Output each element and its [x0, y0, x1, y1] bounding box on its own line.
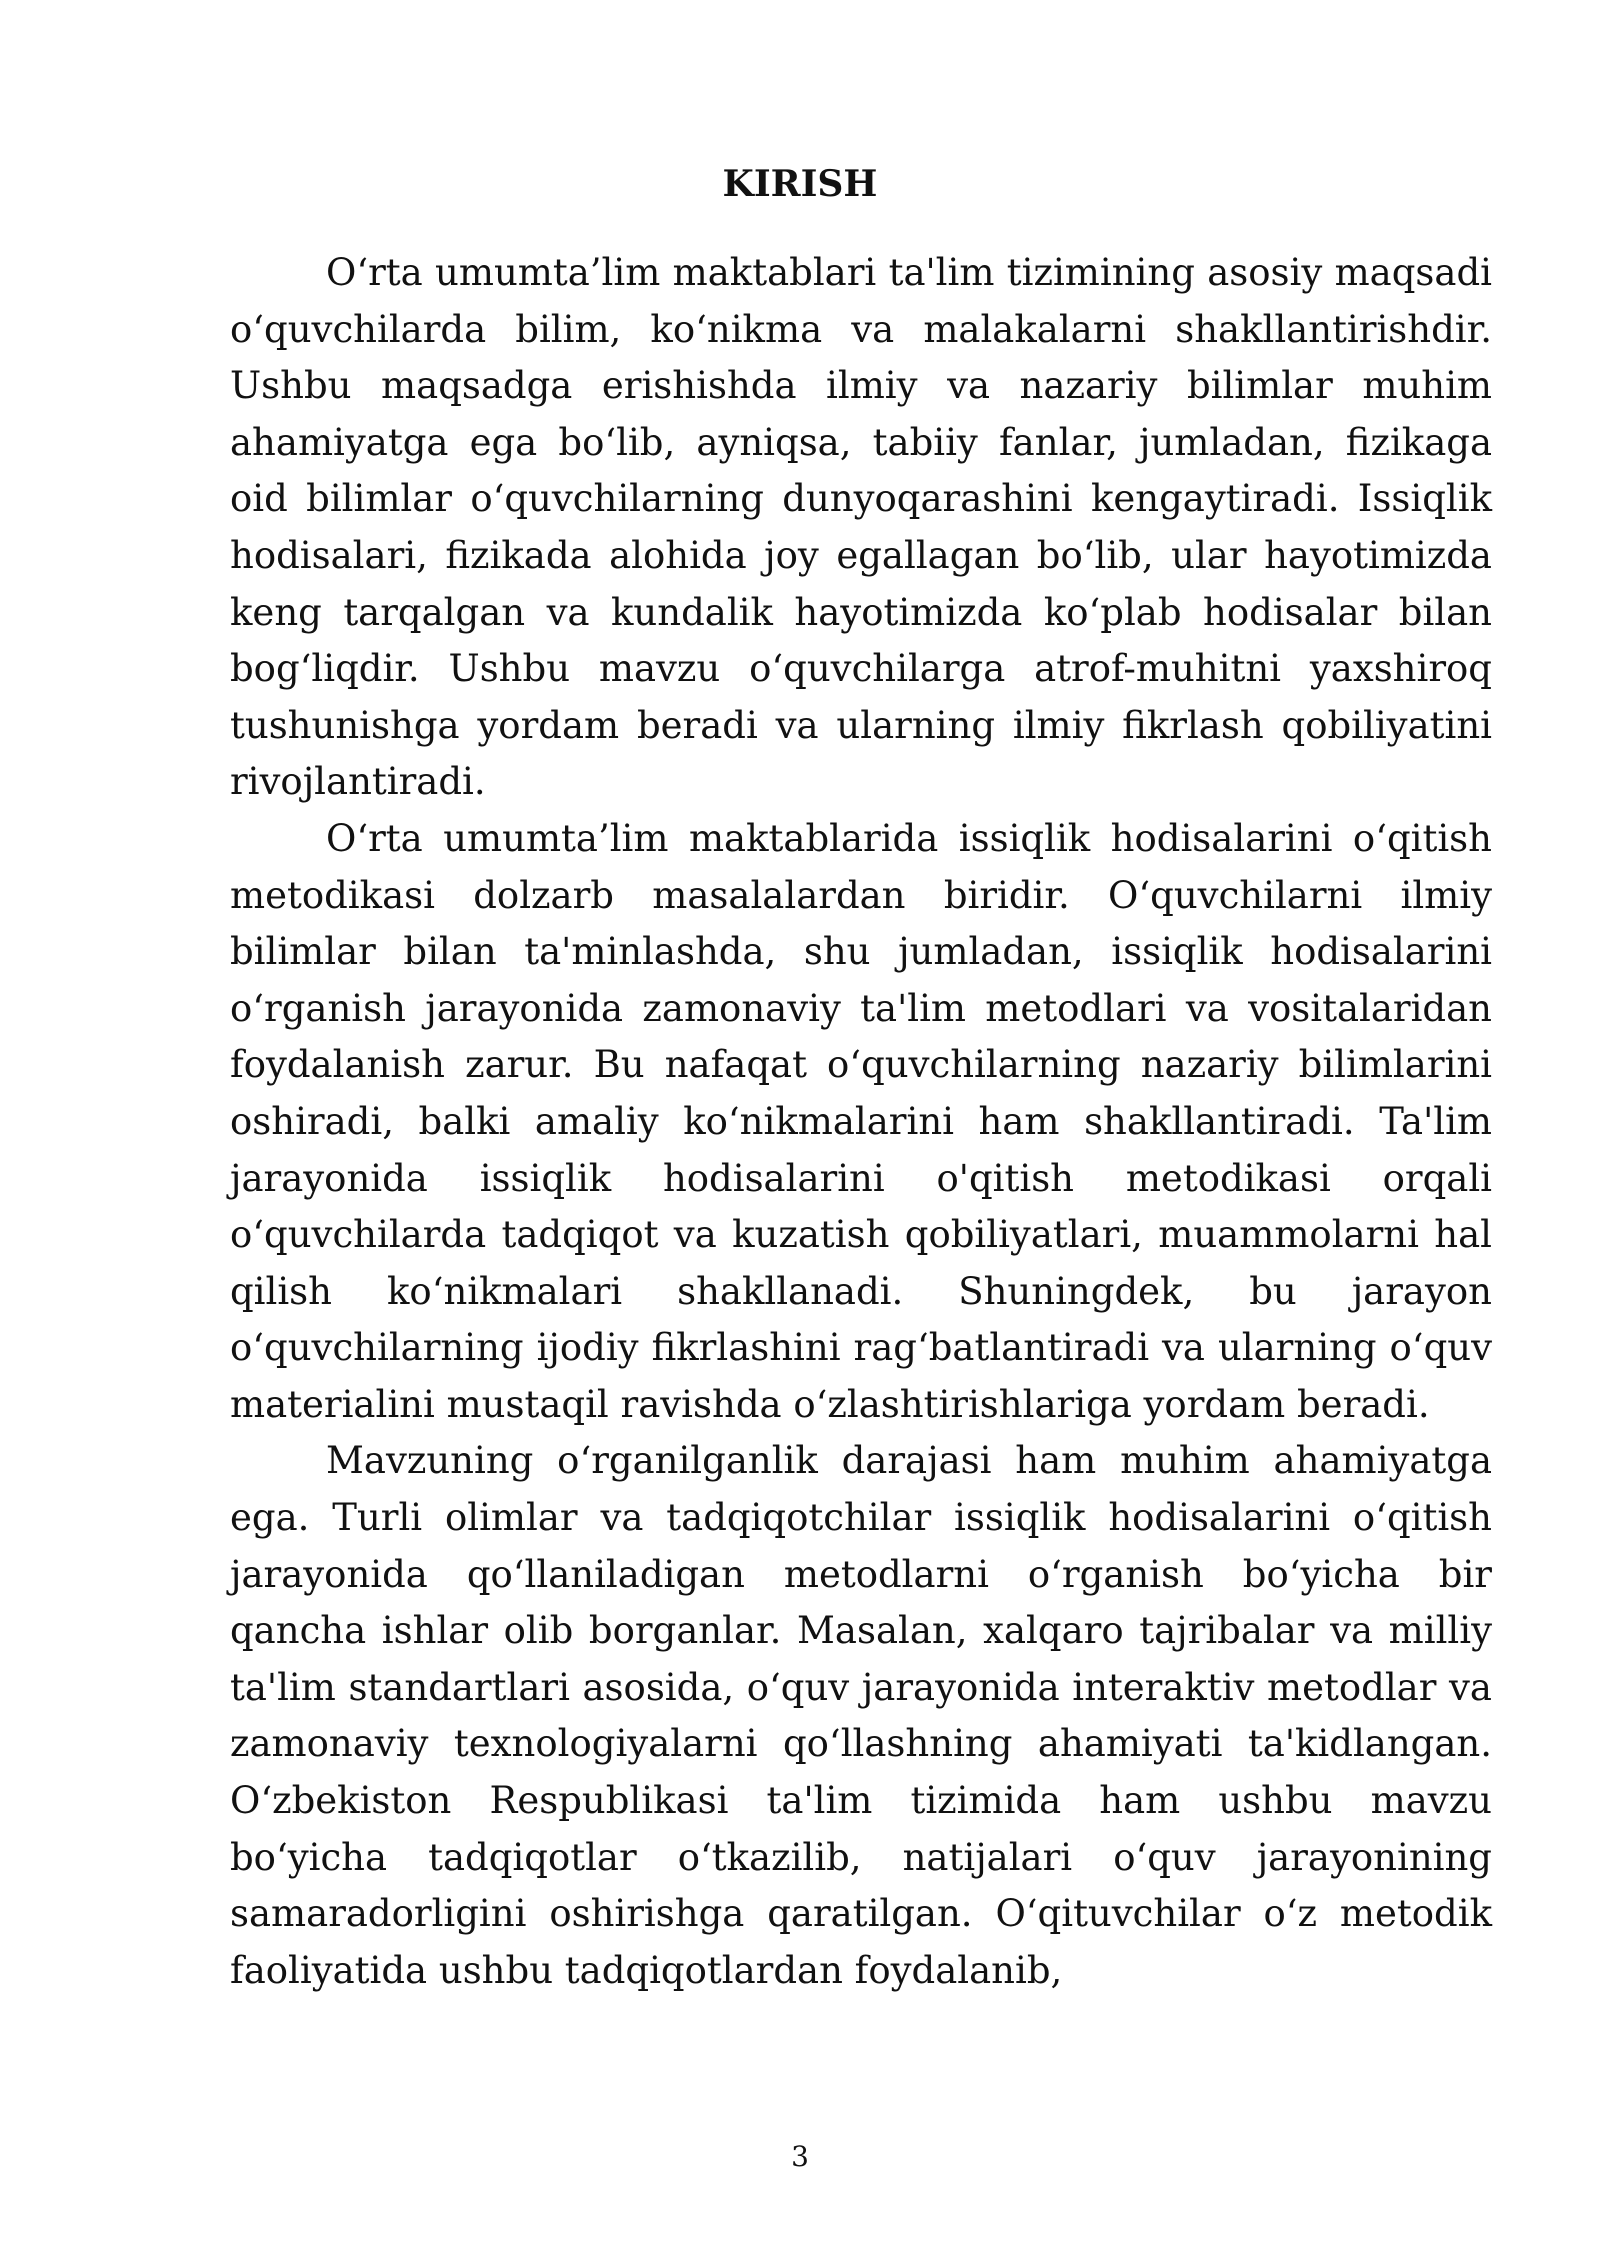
document-body: [230, 245, 1492, 1999]
page-number: 3: [791, 2140, 809, 2173]
paragraph-2: O‘rta umumta’lim maktablarida issiqlik hodisalarini o‘qitish metodikasi dolzarb masalalardan biridir. O‘quvchilarni ilmiy bilimlar bilan ta'minlashda, shu jumladan, issiqlik hodisalarini o‘rganish jarayonida zamonaviy ta'lim metodlari va vositalaridan foydalanish zarur. Bu nafaqat o‘quvchilarning nazariy bilimlarini oshiradi, balki amaliy ko‘nikmalarini ham shakllantiradi. Ta'lim jarayonida issiqlik hodisalarini o'qitish metodikasi orqali o‘quvchilarda tadqiqot va kuzatish qobiliyatlari, muammolarni hal qilish ko‘nikmalari shakllanadi. Shuningdek, bu jarayon o‘quvchilarning ijodiy fikrlashini rag‘batlantiradi va ularning o‘quv materialini mustaqil ravishda o‘zlashtirishlariga yordam beradi.: [230, 816, 1492, 1426]
paragraph-3: Mavzuning o‘rganilganlik darajasi ham muhim ahamiyatga ega. Turli olimlar va tadqiqotchilar issiqlik hodisalarini o‘qitish jarayonida qo‘llaniladigan metodlarni o‘rganish bo‘yicha bir qancha ishlar olib borganlar. Masalan, xalqaro tajribalar va milliy ta'lim standartlari asosida, o‘quv jarayonida interaktiv metodlar va zamonaviy texnologiyalarni qo‘llashning ahamiyati ta'kidlangan. O‘zbekiston Respublikasi ta'lim tizimida ham ushbu mavzu bo‘yicha tadqiqotlar o‘tkazilib, natijalari o‘quv jarayonining samaradorligini oshirishga qaratilgan. O‘qituvchilar o‘z metodik faoliyatida ushbu tadqiqotlardan foydalanib,: [230, 1439, 1492, 1992]
paragraph-1: O‘rta umumta’lim maktablari ta'lim tizimining asosiy maqsadi o‘quvchilarda bilim, ko‘nikma va malakalarni shakllantirishdir. Ushbu maqsadga erishishda ilmiy va nazariy bilimlar muhim ahamiyatga ega bo‘lib, ayniqsa, tabiiy fanlar, jumladan, fizikaga oid bilimlar o‘quvchilarning dunyoqarashini kengaytiradi. Issiqlik hodisalari, fizikada alohida joy egallagan bo‘lib, ular hayotimizda keng tarqalgan va kundalik hayotimizda ko‘plab hodisalar bilan bog‘liqdir. Ushbu mavzu o‘quvchilarga atrof-muhitni yaxshiroq tushunishga yordam beradi va ularning ilmiy fikrlash qobiliyatini rivojlantiradi.: [230, 251, 1492, 804]
page-title: KIRISH: [722, 163, 878, 205]
